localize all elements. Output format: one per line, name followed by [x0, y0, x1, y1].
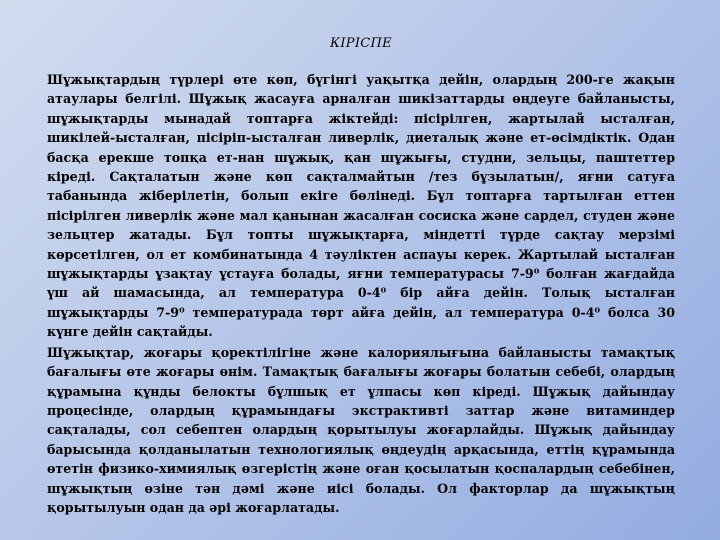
- paragraph-1: Шұжықтардың түрлері өте көп, бүгінгі уақытқа дейін, олардың 200-ге жақын атаулары белгілі. Шұжық жасауға арналған шикізаттарды өңдеуге байланысты, шұжықтарды мынадай топтарға жіктейді: пісірілген, жартылай ысталған, шикілей-ысталған, пісіріп-ысталған ливерлік, диеталық және ет-өсімдіктік. Одан басқа ерекше топқа ет-нан шұжық, қан шұжығы, студни, зельцы, паштеттер кіреді. Сақталатын және көп сақталмайтын /тез бұзылатын/, яғни сатуға табанында жіберілетін, болып екіге бөлінеді. Бұл топтарға тартылған еттен пісірілген ливерлік және мал қанынан жасалған сосиска және сардел, студен және зельцтер жатады. Бұл топты шұжықтарға, міндетті түрде сақтау мерзімі көрсетілген, ол ет комбинатында 4 тәуліктен аспауы керек. Жартылай ысталған шұжықтарды ұзақтау ұстауға болады, яғни температурасы 7-9⁰ болған жағдайда үш ай шамасында, ал температура 0-4⁰ бір айға дейін. Толық ысталған шұжықтарды 7-9⁰ температурада төрт айға дейін, ал температура 0-4⁰ болса 30 күнге дейін сақтайды.: [47, 72, 675, 340]
- slide-title: КІРІСПЕ: [330, 36, 392, 51]
- slide-body: [47, 70, 675, 517]
- paragraph-2: Шұжықтар, жоғары қоректілігіне және калориялығына байланысты тамақтық бағалығы өте жоғары өнім. Тамақтық бағалығы жоғары болатын себебі, олардың құрамына құнды белокты бұлшық ет ұлпасы көп кіреді. Шұжық дайындау процесінде, олардың құрамындағы экстрактивті заттар және витаминдер сақталады, сол себептен олардың қорытылуы жоғарлайды. Шұжық дайындау барысында қолданылатын технологиялық өңдеудің арқасында, еттің құрамында өтетін физико-химиялық өзгерістің және оған қосылатын қоспалардың себебінен, шұжықтың өзіне тән дәмі және иісі болады. Ол факторлар да шұжықтың қорытылуын одан да әрі жоғарлатады.: [47, 344, 675, 515]
